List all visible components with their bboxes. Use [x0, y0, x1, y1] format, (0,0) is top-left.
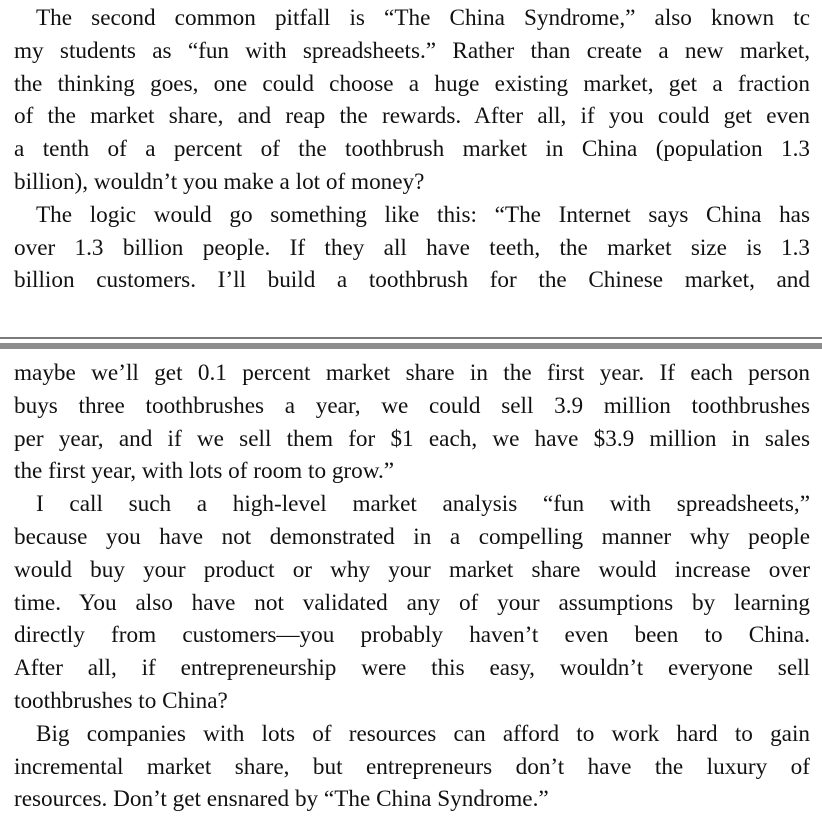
text-line: I call such a high-level market analysis “fun with spreadsheets,”: [36, 491, 810, 518]
text-line: After all, if entrepreneurship were this easy, wouldn’t everyone sell: [14, 655, 810, 682]
text-line: resources. Don’t get ensnared by “The China Syndrome.”: [14, 786, 549, 813]
text-line: over 1.3 billion people. If they all have teeth, the market size is 1.3: [14, 234, 810, 261]
text-line: buys three toothbrushes a year, we could sell 3.9 million toothbrushes: [14, 392, 810, 419]
text-line: The second common pitfall is “The China Syndrome,” also known tc: [36, 5, 810, 31]
text-line: billion customers. I’ll build a toothbrush for the Chinese market, and: [14, 267, 810, 294]
text-line: of the market share, and reap the rewards. After all, if you could get even: [14, 103, 810, 130]
page-divider: [0, 337, 822, 349]
text-line: my students as “fun with spreadsheets.” Rather than create a new market,: [14, 37, 810, 64]
text-line: per year, and if we sell them for $1 each, we have $3.9 million in sales: [14, 425, 810, 452]
text-line: Big companies with lots of resources can afford to work hard to gain: [36, 720, 810, 747]
text-panel-bottom: [0, 349, 822, 826]
text-line: toothbrushes to China?: [14, 687, 228, 714]
text-line: directly from customers—you probably haven’t even been to China.: [14, 622, 810, 649]
text-line: because you have not demonstrated in a compelling manner why people: [14, 523, 810, 550]
text-line: would buy your product or why your market share would increase over: [14, 556, 810, 583]
text-line: the thinking goes, one could choose a huge existing market, get a fraction: [14, 70, 810, 97]
text-block-bottom: [14, 357, 810, 816]
text-line: time. You also have not validated any of your assumptions by learning: [14, 589, 810, 616]
text-panel-top: [0, 0, 822, 337]
text-block-top: [14, 2, 810, 297]
text-line: the first year, with lots of room to grow.”: [14, 458, 395, 485]
text-line: maybe we’ll get 0.1 percent market share in the first year. If each person: [14, 360, 810, 386]
text-line: The logic would go something like this: “The Internet says China has: [36, 201, 810, 228]
text-line: a tenth of a percent of the toothbrush market in China (population 1.3: [14, 136, 810, 163]
text-line: incremental market share, but entrepreneurs don’t have the luxury of: [14, 753, 810, 780]
text-line: billion), wouldn’t you make a lot of money?: [14, 168, 425, 195]
